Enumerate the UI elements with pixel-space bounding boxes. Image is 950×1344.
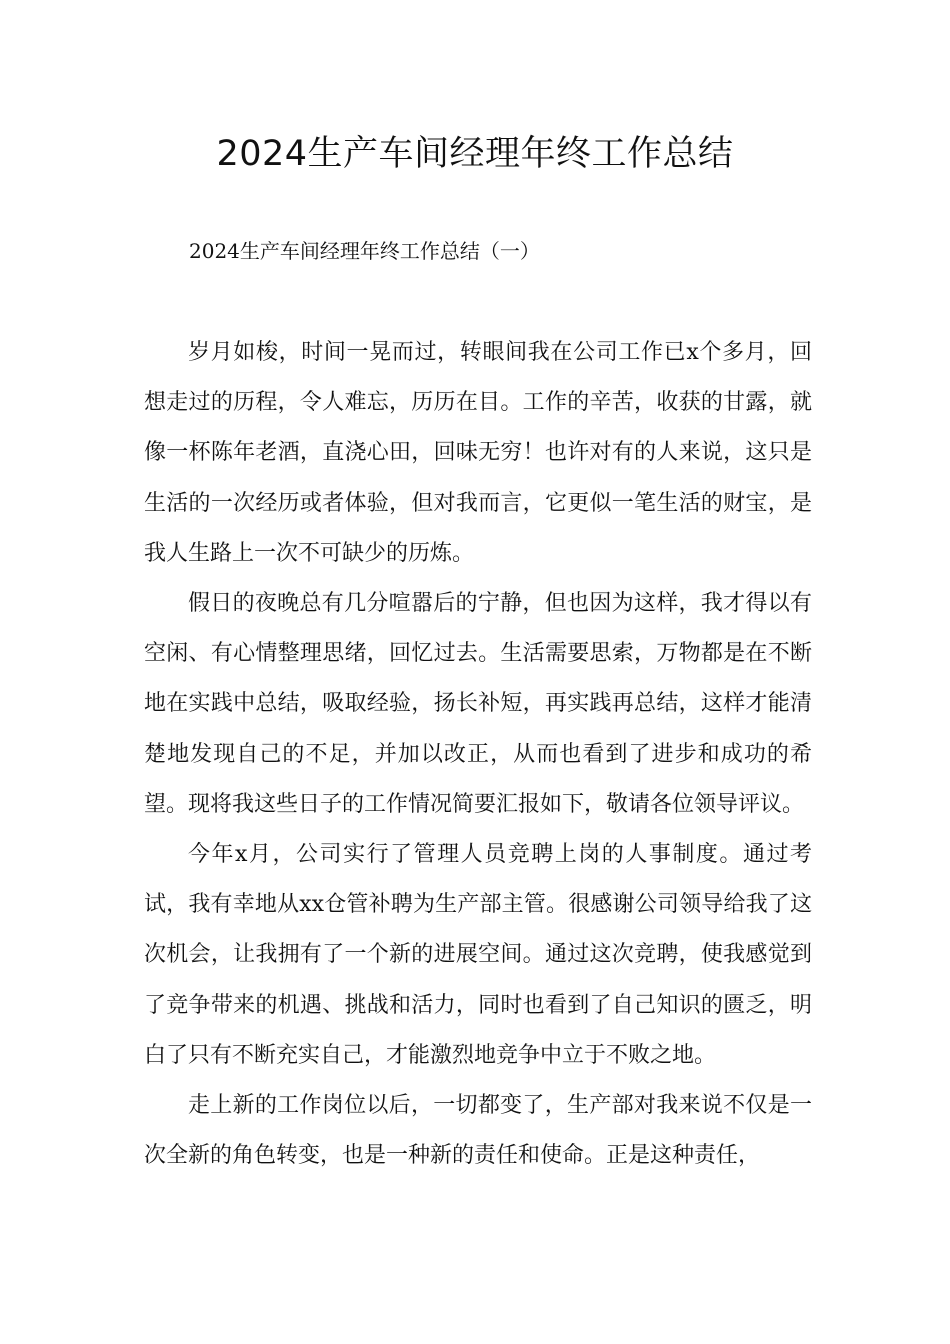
document-body [144,328,812,1181]
document-subtitle: 2024生产车间经理年终工作总结（一） [189,239,540,263]
body-paragraph: 岁月如梭，时间一晃而过，转眼间我在公司工作已x个多月，回想走过的历程，令人难忘，历历在目。工作的辛苦，收获的甘露，就像一杯陈年老酒，直浇心田，回味无穷！也许对有的人来说，这只是生活的一次经历或者体验，但对我而言，它更似一笔生活的财宝，是我人生路上一次不可缺少的历炼。 [144,340,812,566]
body-paragraph: 今年x月，公司实行了管理人员竞聘上岗的人事制度。通过考试，我有幸地从xx仓管补聘为生产部主管。很感谢公司领导给我了这次机会，让我拥有了一个新的进展空间。通过这次竞聘，使我感觉到了竞争带来的机遇、挑战和活力，同时也看到了自己知识的匮乏，明白了只有不断充实自己，才能激烈地竞争中立于不败之地。 [144,842,812,1068]
body-paragraph: 走上新的工作岗位以后，一切都变了，生产部对我来说不仅是一次全新的角色转变，也是一种新的责任和使命。正是这种责任， [144,1093,812,1169]
document-title: 2024生产车间经理年终工作总结 [216,134,734,174]
body-paragraph: 假日的夜晚总有几分喧嚣后的宁静，但也因为这样，我才得以有空闲、有心情整理思绪，回忆过去。生活需要思索，万物都是在不断地在实践中总结，吸取经验，扬长补短，再实践再总结，这样才能清楚地发现自己的不足，并加以改正，从而也看到了进步和成功的希望。现将我这些日子的工作情况简要汇报如下，敬请各位领导评议。 [144,591,812,817]
